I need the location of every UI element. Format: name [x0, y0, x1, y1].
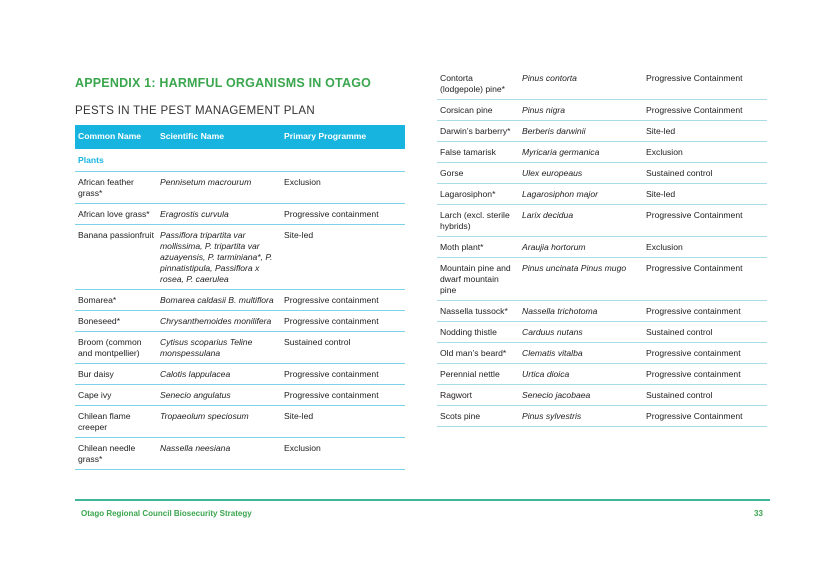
- cell-primary-programme: Progressive containment: [281, 364, 405, 385]
- cell-primary-programme: Progressive Containment: [643, 258, 767, 301]
- footer-divider: [75, 499, 770, 501]
- table-row: [75, 332, 405, 364]
- cell-scientific-name: Pinus contorta: [519, 68, 643, 100]
- cell-common-name: Chilean needle grass*: [75, 438, 157, 470]
- cell-scientific-name: Passiflora tripartita var mollissima, P. tripartita var azuayensis, P. tarminiana*, P. pinnatistipula, Passiflora x rosea, P. caerulea: [157, 225, 281, 290]
- pest-table-left: [75, 125, 405, 470]
- cell-scientific-name: Senecio angulatus: [157, 385, 281, 406]
- cell-scientific-name: Nassella neesiana: [157, 438, 281, 470]
- cell-primary-programme: Exclusion: [281, 172, 405, 204]
- cell-common-name: Ragwort: [437, 385, 519, 406]
- cell-common-name: Scots pine: [437, 406, 519, 427]
- table-row: [437, 301, 767, 322]
- section-row-plants: [75, 149, 405, 172]
- cell-common-name: African feather grass*: [75, 172, 157, 204]
- cell-scientific-name: Berberis darwinii: [519, 121, 643, 142]
- cell-common-name: Bomarea*: [75, 290, 157, 311]
- cell-primary-programme: Sustained control: [643, 163, 767, 184]
- cell-scientific-name: Senecio jacobaea: [519, 385, 643, 406]
- cell-primary-programme: Site-led: [281, 225, 405, 290]
- cell-common-name: Old man’s beard*: [437, 343, 519, 364]
- cell-scientific-name: Clematis vitalba: [519, 343, 643, 364]
- cell-scientific-name: Carduus nutans: [519, 322, 643, 343]
- cell-primary-programme: Progressive Containment: [643, 68, 767, 100]
- cell-common-name: Banana passionfruit: [75, 225, 157, 290]
- column-header-common-name: Common Name: [75, 125, 157, 149]
- cell-scientific-name: Larix decidua: [519, 205, 643, 237]
- cell-common-name: Lagarosiphon*: [437, 184, 519, 205]
- cell-primary-programme: Progressive containment: [643, 364, 767, 385]
- cell-common-name: Darwin’s barberry*: [437, 121, 519, 142]
- cell-scientific-name: Chrysanthemoides monilifera: [157, 311, 281, 332]
- cell-primary-programme: Progressive Containment: [643, 406, 767, 427]
- cell-scientific-name: Bomarea caldasii B. multiflora: [157, 290, 281, 311]
- cell-primary-programme: Exclusion: [643, 237, 767, 258]
- cell-primary-programme: Exclusion: [281, 438, 405, 470]
- cell-primary-programme: Progressive containment: [281, 311, 405, 332]
- cell-common-name: Bur daisy: [75, 364, 157, 385]
- cell-common-name: Corsican pine: [437, 100, 519, 121]
- cell-primary-programme: Site-led: [643, 184, 767, 205]
- table-row: [437, 163, 767, 184]
- cell-primary-programme: Progressive Containment: [643, 205, 767, 237]
- table-row: [437, 385, 767, 406]
- table-row: [437, 142, 767, 163]
- cell-primary-programme: Site-led: [643, 121, 767, 142]
- cell-common-name: Nassella tussock*: [437, 301, 519, 322]
- cell-common-name: Nodding thistle: [437, 322, 519, 343]
- cell-primary-programme: Progressive containment: [643, 343, 767, 364]
- cell-common-name: Gorse: [437, 163, 519, 184]
- table-row: [75, 172, 405, 204]
- table-row: [75, 290, 405, 311]
- cell-common-name: Larch (excl. sterile hybrids): [437, 205, 519, 237]
- cell-common-name: Cape ivy: [75, 385, 157, 406]
- table-row: [437, 100, 767, 121]
- page-number: 33: [754, 509, 763, 518]
- cell-primary-programme: Progressive containment: [281, 385, 405, 406]
- cell-common-name: Chilean flame creeper: [75, 406, 157, 438]
- cell-primary-programme: Sustained control: [281, 332, 405, 364]
- cell-scientific-name: Pinus sylvestris: [519, 406, 643, 427]
- table-row: [75, 364, 405, 385]
- cell-common-name: False tamarisk: [437, 142, 519, 163]
- pest-table-right: [437, 68, 767, 427]
- cell-scientific-name: Pennisetum macrourum: [157, 172, 281, 204]
- table-row: [75, 225, 405, 290]
- table-row: [75, 406, 405, 438]
- table-row: [75, 204, 405, 225]
- page-heading: APPENDIX 1: HARMFUL ORGANISMS IN OTAGO: [75, 76, 372, 90]
- cell-common-name: Moth plant*: [437, 237, 519, 258]
- table-row: [75, 385, 405, 406]
- cell-scientific-name: Eragrostis curvula: [157, 204, 281, 225]
- table-row: [437, 258, 767, 301]
- table-row: [437, 121, 767, 142]
- cell-common-name: Contorta (lodgepole) pine*: [437, 68, 519, 100]
- cell-common-name: Broom (common and montpellier): [75, 332, 157, 364]
- cell-scientific-name: Calotis lappulacea: [157, 364, 281, 385]
- cell-scientific-name: Ulex europeaus: [519, 163, 643, 184]
- table-row: [437, 205, 767, 237]
- table-row: [437, 364, 767, 385]
- cell-primary-programme: Exclusion: [643, 142, 767, 163]
- cell-primary-programme: Sustained control: [643, 322, 767, 343]
- table-row: [75, 438, 405, 470]
- cell-scientific-name: Pinus nigra: [519, 100, 643, 121]
- table-row: [437, 343, 767, 364]
- cell-common-name: African love grass*: [75, 204, 157, 225]
- table-header-row: [75, 125, 405, 149]
- cell-scientific-name: Tropaeolum speciosum: [157, 406, 281, 438]
- footer-document-title: Otago Regional Council Biosecurity Strategy: [81, 509, 252, 518]
- section-subheading: PESTS IN THE PEST MANAGEMENT PLAN: [75, 105, 315, 117]
- cell-scientific-name: Cytisus scoparius Teline monspessulana: [157, 332, 281, 364]
- column-header-scientific-name: Scientific Name: [157, 125, 281, 149]
- cell-primary-programme: Progressive containment: [643, 301, 767, 322]
- cell-common-name: Mountain pine and dwarf mountain pine: [437, 258, 519, 301]
- cell-common-name: Perennial nettle: [437, 364, 519, 385]
- table-row: [437, 68, 767, 100]
- cell-primary-programme: Sustained control: [643, 385, 767, 406]
- table-row: [437, 237, 767, 258]
- cell-scientific-name: Nassella trichotoma: [519, 301, 643, 322]
- cell-primary-programme: Site-led: [281, 406, 405, 438]
- table-row: [437, 322, 767, 343]
- cell-common-name: Boneseed*: [75, 311, 157, 332]
- cell-scientific-name: Urtica dioica: [519, 364, 643, 385]
- cell-scientific-name: Araujia hortorum: [519, 237, 643, 258]
- cell-scientific-name: Lagarosiphon major: [519, 184, 643, 205]
- section-label: Plants: [75, 149, 405, 172]
- cell-primary-programme: Progressive containment: [281, 204, 405, 225]
- column-header-primary-programme: Primary Programme: [281, 125, 405, 149]
- table-row: [75, 311, 405, 332]
- cell-primary-programme: Progressive containment: [281, 290, 405, 311]
- cell-primary-programme: Progressive Containment: [643, 100, 767, 121]
- cell-scientific-name: Myricaria germanica: [519, 142, 643, 163]
- table-row: [437, 184, 767, 205]
- table-row: [437, 406, 767, 427]
- cell-scientific-name: Pinus uncinata Pinus mugo: [519, 258, 643, 301]
